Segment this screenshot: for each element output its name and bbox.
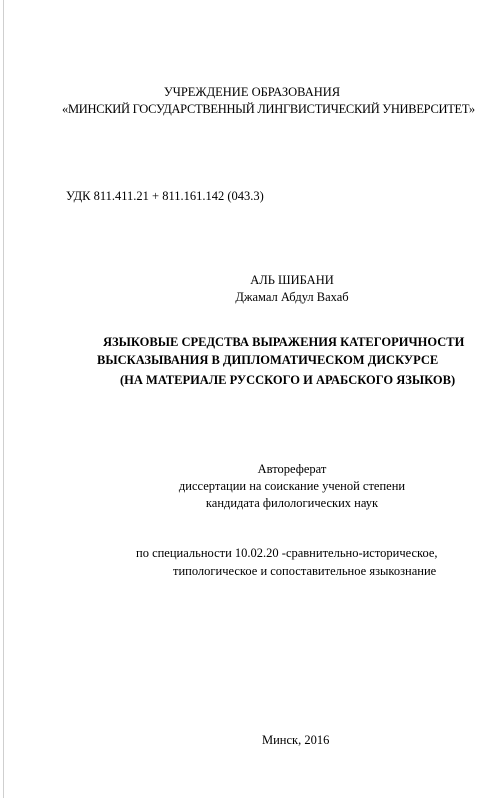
city-year: Минск, 2016 xyxy=(262,733,330,747)
author-surname: АЛЬ ШИБАНИ xyxy=(250,273,334,287)
page-edge xyxy=(3,0,4,798)
institution-line-2: «МИНСКИЙ ГОСУДАРСТВЕННЫЙ ЛИНГВИСТИЧЕСКИЙ УНИВЕРСИТЕТ» xyxy=(62,102,475,116)
abstract-label: Автореферат xyxy=(257,462,327,476)
abstract-degree: кандидата филологических наук xyxy=(205,496,379,510)
title-line-2: ВЫСКАЗЫВАНИЯ В ДИПЛОМАТИЧЕСКОМ ДИСКУРСЕ xyxy=(97,353,439,367)
institution-line-1: УЧРЕЖДЕНИЕ ОБРАЗОВАНИЯ xyxy=(163,85,341,99)
title-line-3: (НА МАТЕРИАЛЕ РУССКОГО И АРАБСКОГО ЯЗЫКОВ) xyxy=(120,373,456,387)
abstract-dissertation: диссертации на соискание ученой степени xyxy=(178,479,406,493)
specialty-line-2: типологическое и сопоставительное языкознание xyxy=(173,564,437,578)
specialty-line-1: по специальности 10.02.20 -сравнительно-историческое, xyxy=(136,546,438,560)
author-given-names: Джамал Абдул Вахаб xyxy=(235,290,349,304)
title-line-1: ЯЗЫКОВЫЕ СРЕДСТВА ВЫРАЖЕНИЯ КАТЕГОРИЧНОСТИ xyxy=(103,335,465,349)
udc-code: УДК 811.411.21 + 811.161.142 (043.3) xyxy=(66,189,264,203)
